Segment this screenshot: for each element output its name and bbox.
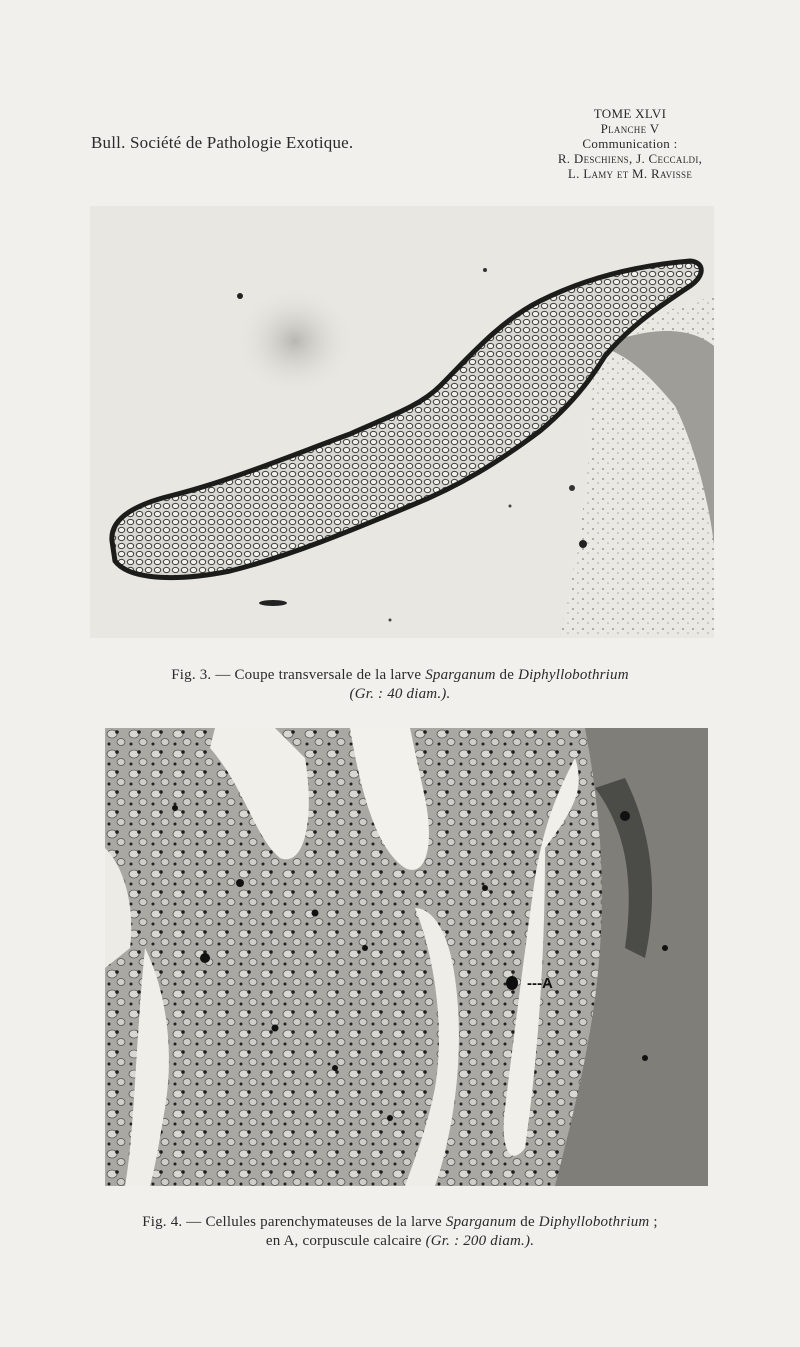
authors-line-2: L. Lamy et M. Ravisse — [567, 166, 693, 181]
tome-label: TOME XLVI — [593, 106, 667, 121]
figure-4-caption-line-1: Fig. 4. — Cellules parenchymateuses de la larve Sparganum de Diphyllobothrium ; — [142, 1214, 658, 1230]
figure-3-caption-line-2: (Gr. : 40 diam.). — [349, 686, 451, 702]
figure-3-caption — [60, 666, 740, 704]
corpuscle-marker-a: ---A — [527, 975, 553, 992]
communication-label: Communication : — [582, 136, 678, 151]
plate-label: Planche V — [600, 121, 660, 136]
figure-4-micrograph — [105, 728, 708, 1186]
plate-info — [520, 106, 740, 181]
figure-4-caption — [60, 1213, 740, 1251]
authors-line-1: R. Deschiens, J. Ceccaldi, — [557, 151, 703, 166]
journal-title: Bull. Société de Pathologie Exotique. — [91, 133, 354, 152]
figure-3-caption-line-1: Fig. 3. — Coupe transversale de la larve Sparganum de Diphyllobothrium — [171, 667, 629, 683]
figure-3-micrograph — [90, 206, 714, 638]
figure-4-caption-line-2: en A, corpuscule calcaire (Gr. : 200 diam.). — [265, 1233, 535, 1249]
